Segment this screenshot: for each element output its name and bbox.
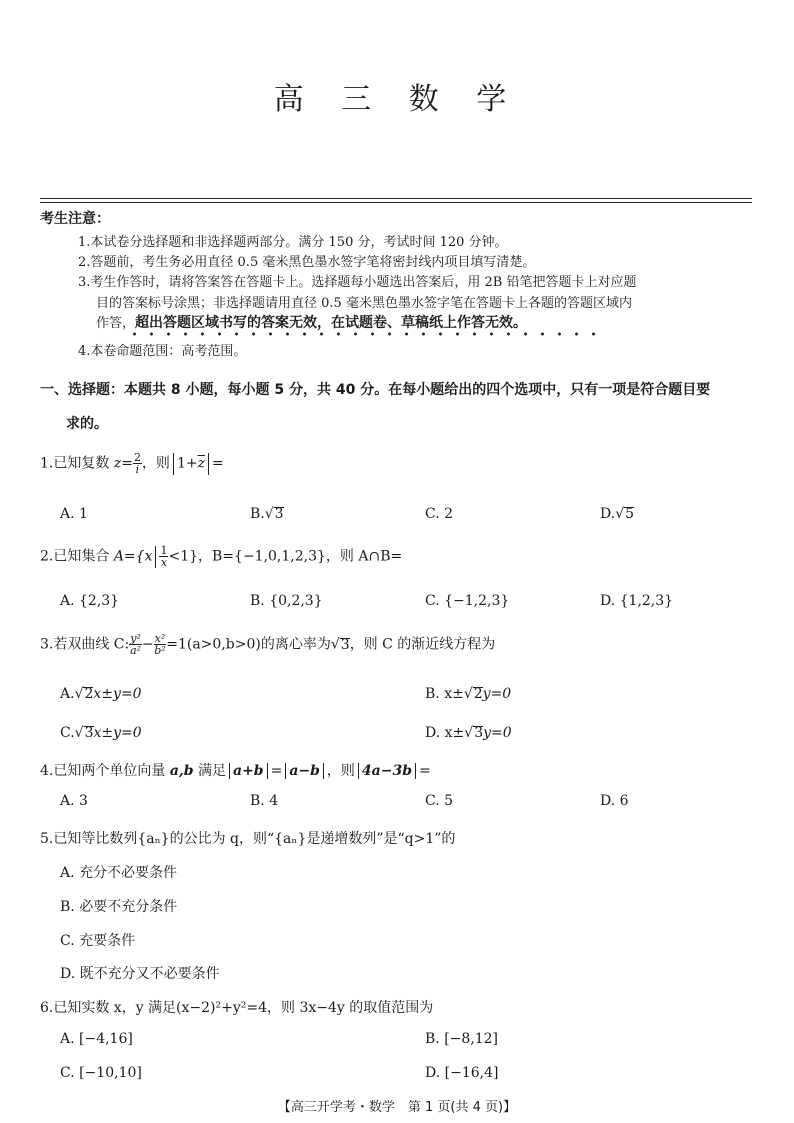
q2-option-c: C. {−1,2,3}: [425, 593, 510, 609]
q4-vectors: a,b: [169, 763, 194, 779]
q3-prefix: 3.若双曲线 C:: [40, 636, 130, 653]
q5-option-d: D. 既不充分又不必要条件: [60, 966, 220, 982]
q3-option-d-radicand: 3: [474, 725, 484, 741]
q3-d1: a²: [130, 644, 142, 657]
q3-option-a-expr: x±y=0: [93, 686, 142, 702]
q3-option-a-radicand: 2: [84, 686, 94, 702]
q4-expr-2: a−b: [289, 763, 320, 779]
q2-set-a: A={: [113, 548, 145, 565]
q3-option-d: [425, 725, 512, 741]
q4-mid: 满足: [193, 763, 226, 779]
q5-option-c: C. 充要条件: [60, 933, 136, 949]
q2-option-d: D. {1,2,3}: [600, 593, 674, 609]
sqrt-sign: √: [463, 686, 473, 702]
q4-option-d: D. 6: [600, 793, 629, 809]
notice-item-3-cont: 目的答案标号涂黑；非选择题请用直径 0.5 毫米黑色墨水签字笔在答题卡上各题的答题区域内: [96, 296, 632, 311]
notice-item-3-lead: 作答，: [96, 316, 136, 331]
q3-option-c-radicand: 3: [84, 725, 94, 741]
section-heading-cont: 求的。: [66, 416, 108, 432]
q2-prefix: 2.已知集合: [40, 548, 114, 565]
q1-option-d-radicand: 5: [625, 506, 635, 522]
q3-fraction-2: [154, 633, 167, 656]
q3-option-a: [60, 686, 142, 702]
section-heading: 一、选择题：本题共 8 小题，每小题 5 分，共 40 分。在每小题给出的四个选项中，只有一项是符合题目要: [40, 382, 711, 398]
sqrt-sign: √: [264, 506, 274, 522]
q1-option-a: A. 1: [60, 506, 88, 522]
q6-option-a: A. [−4,16]: [60, 1031, 133, 1047]
sqrt-sign: √: [464, 725, 474, 741]
q3-d2: b²: [154, 644, 166, 657]
question-3: [40, 633, 495, 656]
question-5: 5.已知等比数列{aₙ}的公比为 q，则“{aₙ}是递增数列”是“q>1”的: [40, 831, 456, 847]
q4-prefix: 4.已知两个单位向量: [40, 763, 170, 779]
question-4: [40, 760, 431, 780]
sqrt-sign: √: [74, 725, 84, 741]
q1-option-d: [600, 506, 634, 522]
abs-bar: [267, 763, 268, 779]
q1-zbar: $\overline{z}$: [197, 455, 205, 472]
q3-tail: ，则 C 的渐近线方程为: [349, 636, 496, 653]
q1-option-b-label: B.: [250, 506, 265, 522]
page-title: 高 三 数 学: [273, 82, 521, 117]
q2-option-a: A. {2,3}: [60, 593, 120, 609]
question-1: [40, 452, 224, 475]
q2-x: x: [144, 548, 153, 565]
abs-bar: [323, 763, 324, 779]
notice-item-1: 1.本试卷分选择题和非选择题两部分。满分 150 分，考试时间 120 分钟。: [78, 235, 508, 250]
q3-option-d-label: D. x±: [425, 725, 465, 741]
q5-option-b: B. 必要不充分条件: [60, 899, 178, 915]
q6-option-b: B. [−8,12]: [425, 1031, 499, 1047]
abs-bar: [173, 453, 174, 475]
question-2: [40, 545, 402, 568]
set-bar: [155, 546, 156, 568]
q4-eq: =: [270, 763, 283, 779]
q1-var: z: [113, 455, 122, 472]
page-footer: 【高三开学考・数学 第 1 页(共 4 页)】: [277, 1100, 517, 1115]
abs-bar: [229, 763, 230, 779]
sqrt-sign: √: [615, 506, 625, 522]
abs-bar: [358, 763, 359, 779]
question-6: 6.已知实数 x，y 满足(x−2)²+y²=4，则 3x−4y 的取值范围为: [40, 1000, 434, 1016]
q3-n2: x²: [154, 632, 166, 645]
q4-option-b: B. 4: [250, 793, 279, 809]
q1-mid: ，则: [141, 455, 170, 472]
q1-num: 2: [133, 451, 141, 464]
q4-option-a: A. 3: [60, 793, 88, 809]
q3-option-b-radicand: 2: [473, 686, 483, 702]
title-rule-top: [40, 198, 752, 199]
q3-option-c: [60, 725, 142, 741]
q1-option-b-radicand: 3: [274, 506, 284, 522]
sqrt-sign: √: [330, 636, 340, 653]
q1-eq: =: [121, 455, 133, 472]
q1-den: i: [135, 463, 140, 476]
q3-option-d-expr: y=0: [483, 725, 512, 741]
q3-fraction-1: [129, 633, 142, 656]
q3-option-c-label: C.: [60, 725, 75, 741]
q4-tail: =: [419, 763, 431, 779]
sqrt-sign: √: [74, 686, 84, 702]
q1-prefix: 1.已知复数: [40, 455, 114, 472]
q3-option-b: [425, 686, 511, 702]
q3-n1: y²: [130, 632, 141, 645]
notice-item-2: 2.答题前，考生务必用直径 0.5 毫米黑色墨水签字笔将密封线内项目填写清楚。: [78, 255, 536, 270]
q2-num: 1: [160, 544, 168, 557]
q1-tail: =: [211, 455, 224, 472]
q3-minus: −: [141, 636, 154, 653]
emphasis-dots: [126, 332, 602, 336]
q3-radicand: 3: [340, 636, 350, 653]
q1-option-d-label: D.: [600, 506, 616, 522]
q5-option-a: A. 充分不必要条件: [60, 865, 178, 881]
notice-item-3-emphasis-line: [96, 312, 527, 332]
q1-option-c: C. 2: [425, 506, 454, 522]
q3-option-a-label: A.: [60, 686, 75, 702]
q1-option-b: [250, 506, 284, 522]
q3-option-b-label: B. x±: [425, 686, 464, 702]
q2-den: x: [160, 556, 168, 569]
q4-then: ，则: [326, 763, 355, 779]
q4-expr-1: a+b: [233, 763, 264, 779]
notice-item-4: 4.本卷命题范围：高考范围。: [78, 344, 247, 359]
q6-option-c: C. [−10,10]: [60, 1065, 142, 1081]
notice-item-3: 3.考生作答时，请将答案答在答题卡上。选择题每小题选出答案后，用 2B 铅笔把答题卡上对应题: [78, 275, 637, 290]
notice-emphasis: 超出答题区域书写的答案无效，在试题卷、草稿纸上作答无效。: [135, 315, 528, 331]
abs-bar: [285, 763, 286, 779]
q3-mid: =1(a>0,b>0)的离心率为: [166, 636, 331, 653]
abs-bar: [415, 763, 416, 779]
q3-option-c-expr: x±y=0: [93, 725, 142, 741]
q3-option-b-expr: y=0: [482, 686, 512, 702]
q4-option-c: C. 5: [425, 793, 454, 809]
q4-expr-3: 4a−3b: [361, 763, 412, 779]
q2-option-b: B. {0,2,3}: [250, 593, 323, 609]
abs-bar: [208, 453, 209, 475]
q1-abs-expr: 1+: [176, 455, 198, 472]
q2-mid: ，B={−1,0,1,2,3}，则 A∩B=: [198, 548, 403, 565]
q1-fraction: [133, 452, 142, 475]
notice-heading: 考生注意：: [40, 211, 110, 227]
q6-option-d: D. [−16,4]: [425, 1065, 499, 1081]
q2-lt: <1}: [168, 548, 199, 565]
title-rule-bottom: [40, 202, 752, 203]
